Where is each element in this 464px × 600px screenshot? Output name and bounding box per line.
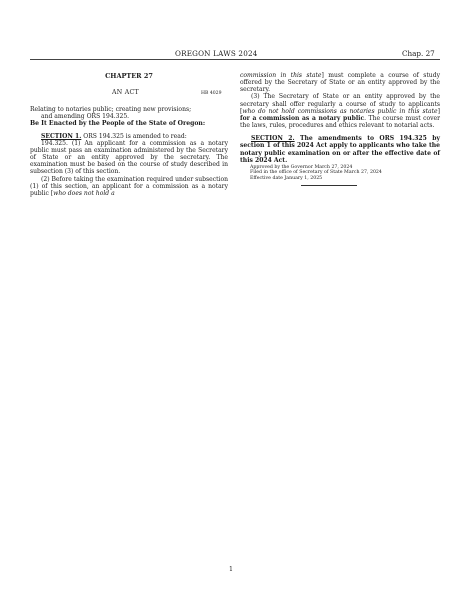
effective-date: Effective date January 1, 2025 <box>250 176 323 182</box>
paragraph-1: 194.325. (1) An applicant for a commission as a notary public must pass an examination administered by the Secretary of State or an entity approved by the secretary. The examination must be based on the course of study described in subsection (3) of this section. <box>30 139 228 176</box>
paragraph-2-continued-italic: commission in this state <box>240 72 322 79</box>
paragraph-3-deleted: who do not hold commissions as notaries public in this state <box>242 107 438 115</box>
paragraph-3-added: for a commission as a notary public <box>240 114 365 122</box>
act-label: AN ACT <box>112 89 139 97</box>
left-column <box>30 72 228 197</box>
enacting-clause: Be It Enacted by the People of the State of Oregon: <box>30 120 206 128</box>
right-column <box>240 72 440 186</box>
running-header-chapter: Chap. 27 <box>402 49 435 58</box>
running-header-title: OREGON LAWS 2024 <box>175 49 258 58</box>
section-1-intro: ORS 194.325 is amended to read: <box>81 132 187 140</box>
end-rule <box>301 185 357 186</box>
page-number: 1 <box>229 566 233 573</box>
approved-by-governor: Approved by the Governor March 27, 2024 <box>250 164 353 170</box>
paragraph-2-continued-text: ] must complete a course of study offered by the Secretary of State or an entity approved by the secretary. <box>240 72 440 94</box>
section-1-label: SECTION 1. <box>41 132 82 140</box>
filed-with-secretary: Filed in the office of Secretary of State March 27, 2024 <box>250 170 382 176</box>
header-rule <box>30 59 440 60</box>
chapter-heading: CHAPTER 27 <box>105 72 153 80</box>
paragraph-3 <box>240 93 440 129</box>
paragraph-2-continued <box>240 72 440 93</box>
paragraph-3-text: (3) The Secretary of State or an entity approved by the secretary shall offer regularly a course of study to applicants [ <box>240 93 440 115</box>
paragraph-2-text: (2) Before taking the examination required under subsection (1) of this section, an applicant for a commission as a notary public [ <box>30 175 228 197</box>
section-2 <box>240 135 440 164</box>
paragraph-2-bracketed: who does not hold a <box>53 189 115 197</box>
section-2-label: SECTION 2. <box>251 135 295 143</box>
section-2-text: The amendments to ORS 194.325 by section 1 of this 2024 Act apply to applicants who take the notary public examination on or after the effective date of this 2024 Act. <box>240 135 440 164</box>
paragraph-2 <box>30 176 228 197</box>
act-title-row <box>30 89 228 98</box>
relating-line-1: Relating to notaries public; creating new provisions; <box>30 106 192 114</box>
paragraph-3-end: . The course must cover the laws, rules, procedures and ethics relevant to notarial acts. <box>240 114 440 130</box>
relating-clause <box>30 106 228 120</box>
approval-block <box>240 165 440 182</box>
relating-line-2: and amending ORS 194.325. <box>41 113 130 121</box>
section-1-heading <box>30 133 228 140</box>
paragraph-3-mid: ] <box>437 107 440 115</box>
bill-number: HB 4029 <box>201 91 222 97</box>
